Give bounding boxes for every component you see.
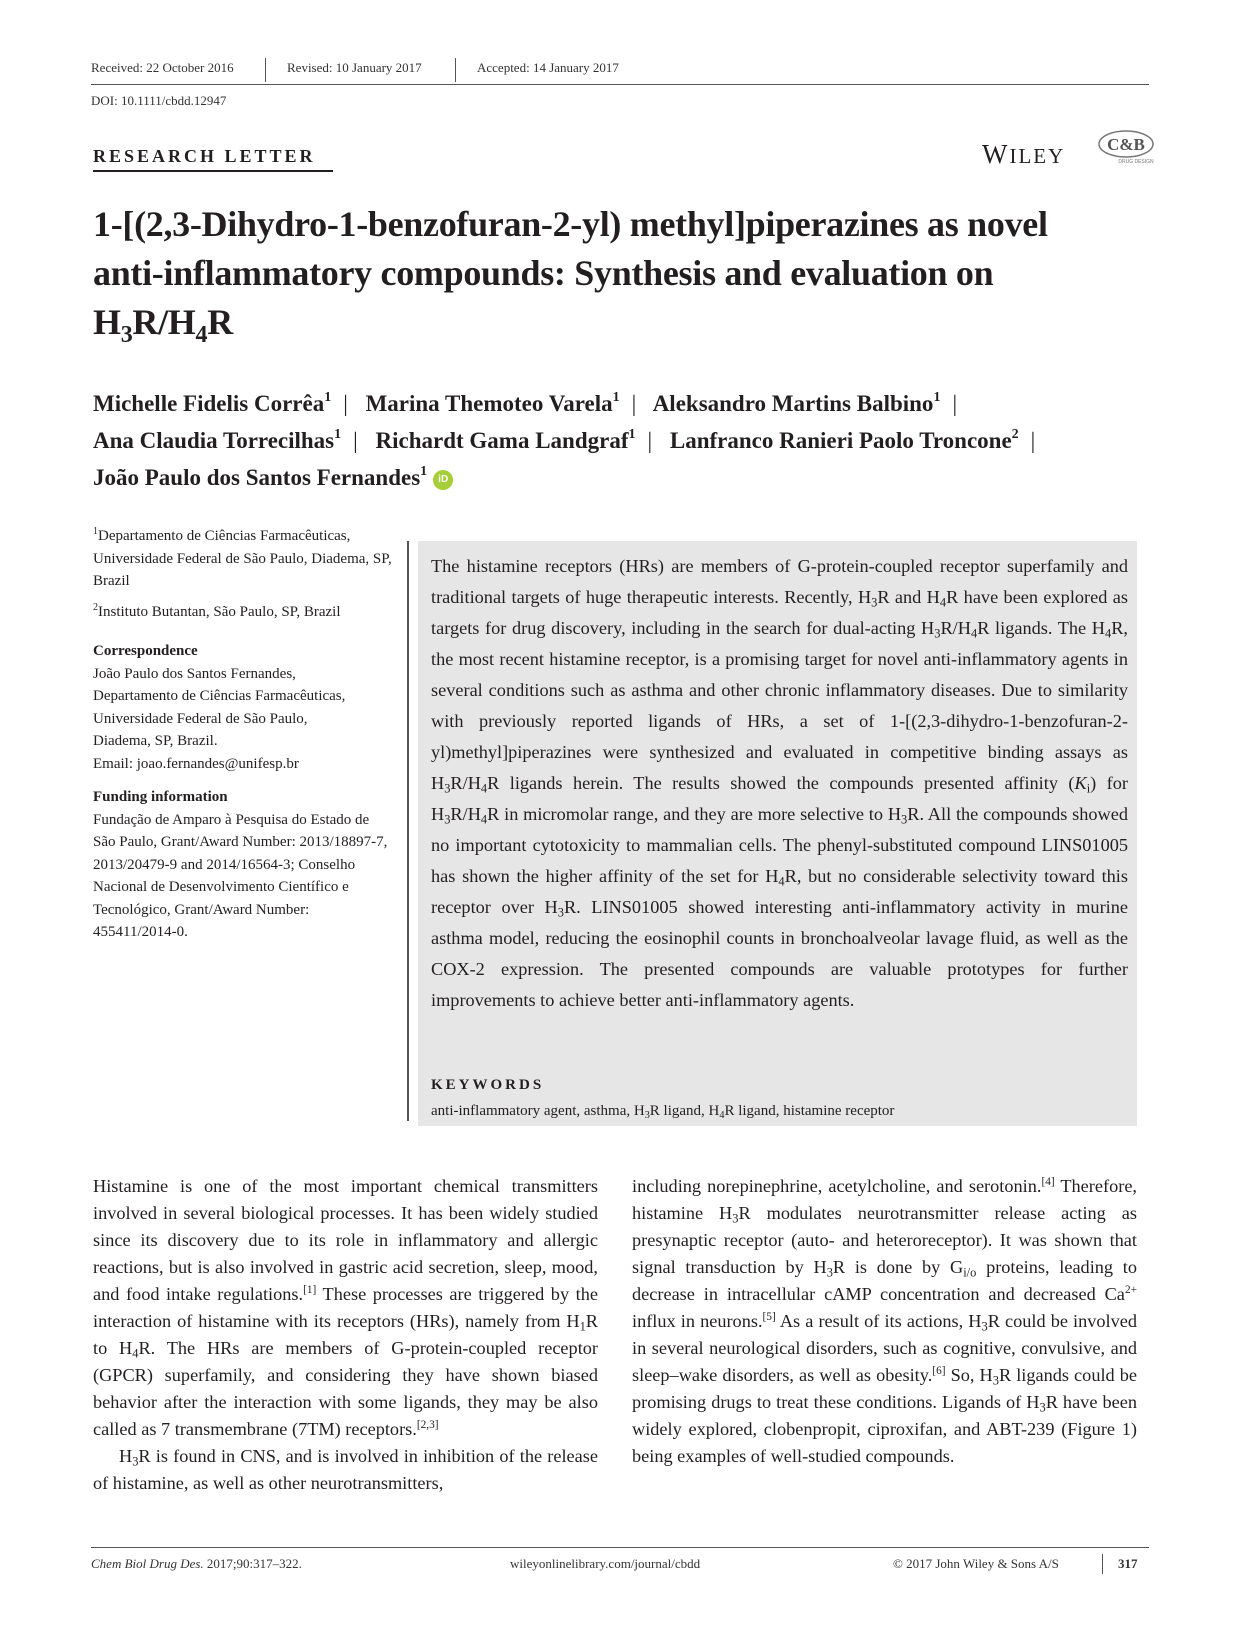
sidebar-divider (407, 541, 409, 1121)
correspondence-email[interactable]: Email: joao.fernandes@unifesp.br (93, 755, 299, 772)
article-title: 1-[(2,3-Dihydro-1-benzofuran-2-yl) methyl]piperazines as novel anti-inflammatory compounds: Synthesis and evaluation on $H_3R/H_4R$ (93, 204, 1048, 348)
author-list: Michelle Fidelis Corrêa$^1$ | Marina Themoteo Varela$^1$ | Aleksandro Martins Balbino$^1$ | Ana Claudia Torrecilhas$^1$ | Richardt Gama Landgraf$^1$ | Lanfranco Ranieri Paolo Troncone$^2$ | João Paulo dos Santos Fernandes$^1$iD (93, 390, 1036, 490)
correspondence: Correspondence João Paulo dos Santos Fernandes, Departamento de Ciências Farmacêuticas, Universidade Federal de São Paulo, Diadema, SP, Brazil. Email: joao.fernandes@unifesp.br (93, 640, 393, 775)
journal-logo-subtext: DRUG DESIGN (1118, 159, 1154, 165)
page-number: 317 (1118, 1556, 1138, 1571)
header-separator (265, 58, 266, 82)
revised-date: Revised: 10 January 2017 (287, 60, 422, 75)
accepted-date: Accepted: 14 January 2017 (477, 60, 619, 75)
body-column-left: Histamine is one of the most important chemical transmitters involved in several biological processes. It has been widely studied since its discovery due to its role in inflammatory and allergic reactions, but is also involved in gastric acid secretion, sleep, mood, and food intake regulations.[1] These processes are triggered by the interaction of histamine with its receptors (HRs), namely from $H_1R$ to $H_4R$. The HRs are members of G-protein-coupled receptor (GPCR) superfamily, and considering they have shown biased behavior after the interaction with some ligands, they may be also called as 7 transmembrane (7TM) receptors.[2,3] $H_3R$ is found in CNS, and is involved in inhibition of the release of histamine, as well as other neurotransmitters, (93, 1176, 598, 1493)
body-column-right: including norepinephrine, acetylcholine, and serotonin.[4] Therefore, histamine $H_3R$ modulates neurotransmitter release acting as presynaptic receptor (auto- and heteroreceptor). It was shown that signal transduction by $H_3R$ is done by $G_{i/o}$ proteins, leading to decrease in intracellular cAMP concentration and decreased $Ca^{2+}$ influx in neurons.[5] As a result of its actions, $H_3R$ could be involved in several neurological disorders, such as cognitive, convulsive, and sleep–wake disorders, as well as obesity.[6] So, $H_3R$ ligands could be promising drugs to treat these conditions. Ligands of $H_3R$ have been widely explored, clobenpropit, ciproxifan, and ABT-239 (Figure 1) being examples of well-studied compounds. (632, 1176, 1138, 1466)
article-type: RESEARCH LETTER (93, 146, 316, 166)
footer-url[interactable]: wileyonlinelibrary.com/journal/cbdd (510, 1556, 701, 1571)
journal-logo-text: C&B (1107, 135, 1145, 154)
article-type-rule (93, 170, 333, 172)
author-name: Marina Themoteo Varela (365, 391, 613, 416)
author-name: Richardt Gama Landgraf (375, 428, 629, 453)
received-date: Received: 22 October 2016 (91, 60, 234, 75)
author-name: Michelle Fidelis Corrêa (93, 391, 325, 416)
wiley-logo: WILEY (982, 139, 1066, 169)
keywords-heading: KEYWORDS (431, 1077, 545, 1093)
header-rule (91, 84, 1149, 85)
author-name: Ana Claudia Torrecilhas (93, 428, 335, 453)
abstract-text: The histamine receptors (HRs) are members of G-protein-coupled receptor superfamily and traditional targets of huge therapeutic interests. Recently, $H_3R$ and $H_4R$ have been explored as targets for drug discovery, including in the search for dual-acting $H_3R/H_4R$ ligands. The $H_4R$, the most recent histamine receptor, is a promising target for novel anti-inflammatory agents in several conditions such as asthma and other chronic inflammatory diseases. Due to similarity with previously reported ligands of HRs, a set of 1-[(2,3-dihydro-1-benzofuran-2-yl)methyl]piperazines were synthesized and evaluated in competitive binding assays as $H_3R/H_4R$ ligands herein. The results showed the compounds presented affinity $(K_i)$ for $H_3R/H_4R$ in micromolar range, and they are more selective to $H_3R$. All the compounds showed no important cytotoxicity to mammalian cells. The phenyl-substituted compound LINS01005 has shown the higher affinity of the set for $H_4R$, but no considerable selectivity toward this receptor over $H_3R$. LINS01005 showed interesting anti-inflammatory activity in murine asthma model, reducing the eosinophil counts in bronchoalveolar lavage fluid, as well as the COX-2 expression. The presented compounds are valuable prototypes for further improvements to achieve better anti-inflammatory agents. (431, 556, 1129, 1010)
header-separator (455, 58, 456, 82)
author-name: Aleksandro Martins Balbino (652, 391, 934, 416)
orcid-icon[interactable]: iD (433, 470, 453, 490)
affiliations: $^1$Departamento de Ciências Farmacêuticas, Universidade Federal de São Paulo, Diadema, SP, Brazil $^2$Instituto Butantan, São Paulo, SP, Brazil (93, 526, 392, 620)
footer-rule (91, 1547, 1149, 1548)
footer-citation: Chem Biol Drug Des. 2017;90:317–322. (91, 1556, 302, 1571)
doi[interactable]: DOI: 10.1111/cbdd.12947 (91, 93, 227, 108)
footer-separator (1102, 1554, 1103, 1574)
funding-information: Funding information Fundação de Amparo à Pesquisa do Estado de São Paulo, Grant/Award Number: 2013/18897-7, 2013/20479-9 and 2014/16564-3; Conselho Nacional de Desenvolvimento Científico e Tecnológico, Grant/Award Number: 455411/2014-0. (93, 789, 388, 940)
keywords-list: anti-inflammatory agent, asthma, $H_3R$ ligand, $H_4R$ ligand, histamine receptor (431, 1103, 895, 1122)
footer-copyright: © 2017 John Wiley & Sons A/S (893, 1556, 1059, 1571)
journal-logo (1096, 130, 1156, 166)
author-name: Lanfranco Ranieri Paolo Troncone (669, 428, 1012, 453)
author-name: João Paulo dos Santos Fernandes (93, 465, 421, 490)
